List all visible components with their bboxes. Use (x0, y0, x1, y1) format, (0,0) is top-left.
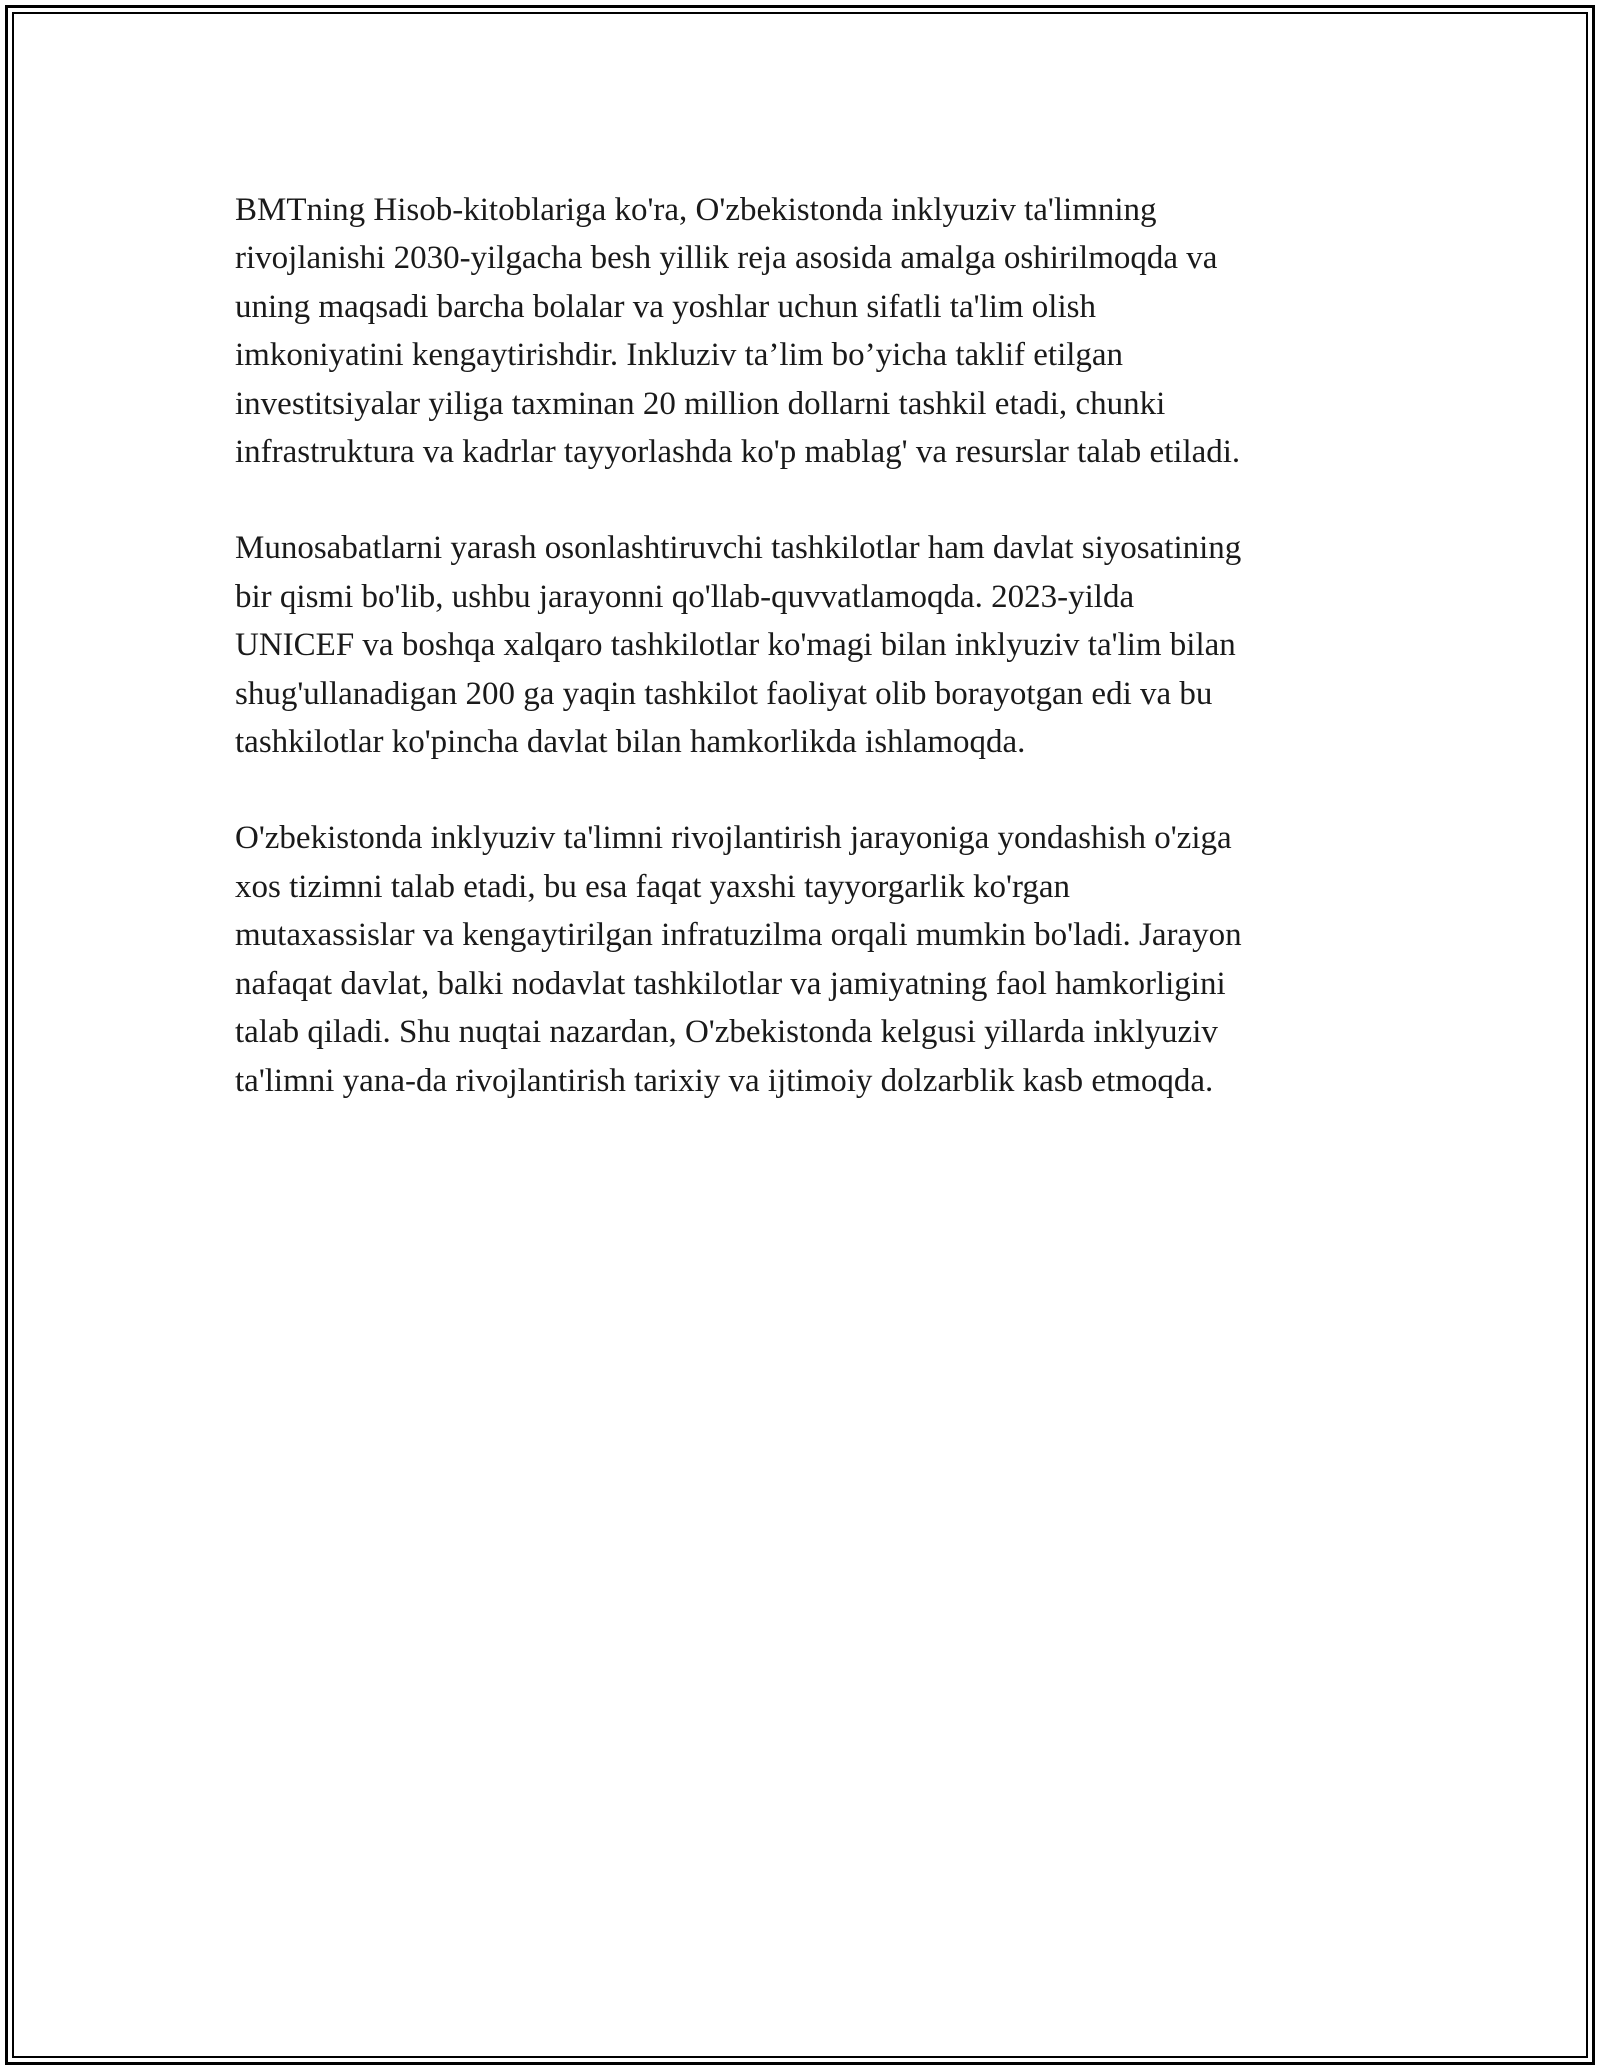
text-line: bir qismi bo'lib, ushbu jarayonni qo'llab-quvvatlamoqda. 2023-yilda (235, 578, 1135, 615)
text-line: mutaxassislar va kengaytirilgan infratuzilma orqali mumkin bo'ladi. Jarayon (235, 917, 1242, 954)
paragraph-3 (235, 814, 1365, 1104)
text-line: imkoniyatini kengaytirishdir. Inkluziv ta’lim bo’yicha taklif etilgan (235, 337, 1124, 374)
text-line: BMTning Hisob-kitoblariga ko'ra, O'zbekistonda inklyuziv ta'limning (235, 192, 1157, 228)
text-line: investitsiyalar yiliga taxminan 20 million dollarni tashkil etadi, chunki (235, 385, 1166, 422)
text-line: talab qiladi. Shu nuqtai nazardan, O'zbekistonda kelgusi yillarda inklyuziv (235, 1014, 1218, 1051)
text-line: ta'limni yana-da rivojlantirish tarixiy va ijtimoiy dolzarblik kasb etmoqda. (235, 1062, 1214, 1099)
text-line: xos tizimni talab etadi, bu esa faqat yaxshi tayyorgarlik ko'rgan (235, 868, 1071, 905)
text-line: UNICEF va boshqa xalqaro tashkilotlar ko'magi bilan inklyuziv ta'lim bilan (235, 627, 1236, 664)
text-line: tashkilotlar ko'pincha davlat bilan hamkorlikda ishlamoqda. (235, 724, 1026, 761)
text-line: nafaqat davlat, balki nodavlat tashkilotlar va jamiyatning faol hamkorligini (235, 965, 1226, 1002)
text-line: rivojlanishi 2030-yilgacha besh yillik reja asosida amalga oshirilmoqda va (235, 240, 1218, 277)
paragraph-2 (235, 524, 1365, 766)
document-body (235, 186, 1365, 1153)
paragraph-1 (235, 186, 1365, 476)
text-line: uning maqsadi barcha bolalar va yoshlar uchun sifatli ta'lim olish (235, 288, 1096, 325)
text-line: infrastruktura va kadrlar tayyorlashda ko'p mablag' va resurslar talab etiladi. (235, 434, 1241, 471)
text-line: shug'ullanadigan 200 ga yaqin tashkilot faoliyat olib borayotgan edi va bu (235, 675, 1213, 712)
text-line: O'zbekistonda inklyuziv ta'limni rivojlantirish jarayoniga yondashish o'ziga (235, 820, 1232, 857)
text-line: Munosabatlarni yarash osonlashtiruvchi tashkilotlar ham davlat siyosatining (235, 530, 1242, 567)
